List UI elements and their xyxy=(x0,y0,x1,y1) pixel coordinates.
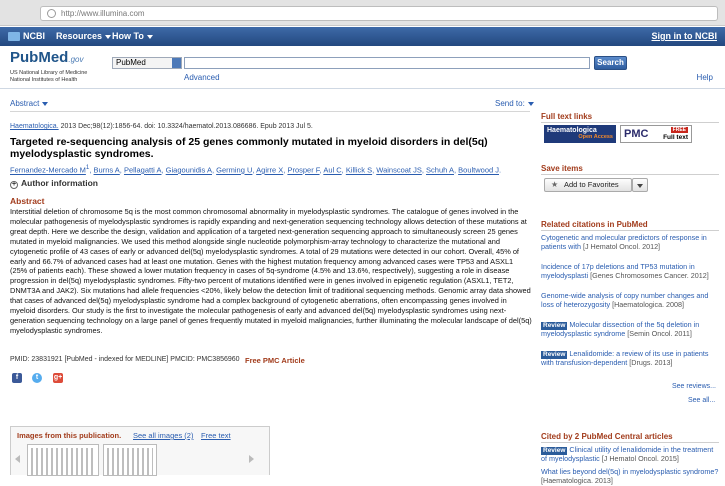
pubmed-wordmark xyxy=(10,49,83,66)
open-access-label: Open Access xyxy=(578,134,613,140)
author-list: Fernandez-Mercado $M^1$, Burns A, Pellagatti A, Giagounidis A, Germing U, Agirre X, Prosper F, Aul C, Killick S, Wainscoat JS, Schuh A, Boultwood J. xyxy=(10,164,502,175)
related-citations-heading: Related citations in PubMed xyxy=(541,220,648,229)
author-link[interactable]: Agirre X xyxy=(256,165,284,175)
cited-by-heading: Cited by 2 PubMed Central articles xyxy=(541,432,673,441)
citation-item[interactable] xyxy=(541,321,721,339)
author-link[interactable]: Fernandez-Mercado M xyxy=(10,165,86,175)
affiliation-marker: 1 xyxy=(85,164,90,171)
advanced-search-link[interactable]: Advanced xyxy=(184,73,220,82)
resources-label: Resources xyxy=(56,31,103,41)
facebook-glyph: f xyxy=(15,374,19,381)
review-badge: Review xyxy=(543,322,566,329)
chevron-down-icon xyxy=(528,102,534,106)
ncbi-logo-icon xyxy=(8,32,20,41)
updown-arrow-icon xyxy=(172,58,181,68)
free-badge: FREE xyxy=(672,127,686,133)
see-reviews-link[interactable]: See reviews... xyxy=(672,383,716,390)
citation-title[interactable]: Incidence of 17p deletions and TP53 mutation in myelodysplasti xyxy=(541,262,695,280)
review-badge: Review xyxy=(543,351,566,358)
twitter-icon[interactable] xyxy=(32,373,42,383)
carousel-left-icon[interactable] xyxy=(15,455,20,463)
googleplus-glyph: g+ xyxy=(53,374,63,381)
author-info-label: Author information xyxy=(21,178,98,188)
citation-line xyxy=(10,123,313,130)
journal-link[interactable]: Haematologica. xyxy=(10,123,59,130)
citation-title[interactable]: Genome-wide analysis of copy number changes and loss of heterozygosity xyxy=(541,291,709,309)
pubmed-logo[interactable] xyxy=(10,49,98,89)
plus-icon: + xyxy=(11,181,17,188)
citation-item[interactable] xyxy=(541,350,721,368)
author-link[interactable]: Pellagatti A xyxy=(123,165,162,175)
chevron-down-icon xyxy=(42,102,48,106)
chevron-down-icon xyxy=(637,184,643,188)
haematologica-label: Haematologica xyxy=(547,127,597,134)
ncbi-logo-text: NCBI xyxy=(23,31,45,41)
images-heading: Images from this publication. xyxy=(17,431,122,440)
citation-title[interactable]: What lies beyond del(5q) in myelodysplastic syndrome? xyxy=(541,467,719,476)
article-title: Targeted re-sequencing analysis of 25 genes commonly mutated in myeloid disorders in del(5q) myelodysplastic syndromes. xyxy=(10,136,488,160)
send-to-label: Send to: xyxy=(495,99,525,108)
author-link[interactable]: Burns A xyxy=(93,165,120,175)
citation-source: [J Hematol Oncol. 2012] xyxy=(582,241,661,251)
sidebar-divider xyxy=(541,174,719,175)
author-info-toggle[interactable] xyxy=(10,178,98,189)
author-link[interactable]: Wainscoat JS xyxy=(376,165,422,175)
figure-thumbnail[interactable] xyxy=(103,444,157,476)
logo-med: Med xyxy=(38,49,69,66)
author-link[interactable]: Aul C xyxy=(323,165,342,175)
citation-title[interactable]: Molecular dissection of the 5q deletion in myelodysplastic syndrome xyxy=(541,320,700,338)
author-link[interactable]: Killick S xyxy=(345,165,373,175)
author-link[interactable]: Prosper F xyxy=(287,165,320,175)
author-link[interactable]: Schuh A xyxy=(426,165,454,175)
citation-title[interactable]: Cytogenetic and molecular predictors of response in patients with xyxy=(541,233,707,251)
free-text-link[interactable]: Free text xyxy=(201,431,231,440)
citation-source: [Haematologica. 2008] xyxy=(610,299,685,309)
abstract-text: Interstitial deletion of chromosome 5q is the most common chromosomal abnormality in myelodysplastic syndromes. The catalogue of genes involved in the molecular pathogenesis of myelodysplastic syndromes is rapidly expanding and next-generation sequencing technology allows detection of these mutations at great depth. Here we describe the design, validation and application of a targeted next-generation sequencing approach to simultaneously screen 25 genes mutated in myeloid malignancies. We used this method alongside single nucleotide polymorphism-array technology to characterize the mutational and cytogenetic profile of 43 cases of early or advanced del(5q) myelodysplastic syndromes. A total of 29 mutations were detected in our cohort. Overall, 45% of early and 66.7% of advanced cases had at least one mutation. Genes with the highest mutation frequency among advanced cases were TP53 and ASXL1 (25% of patients each). These showed a lower mutation frequency in cases of 5q-syndrome (4.5% and 13.6%, respectively), suggesting a role in disease progression in del(5q) myelodysplastic syndromes. Fifty-two percent of mutations identified were in genes involved in epigenetic regulation (ASXL1, TET2, DNMT3A and JAK2). Six mutations had allele frequencies <20%, likely below the detection limit of traditional sequencing methods. Genomic array data showed that cases of advanced del(5q) myelodysplastic syndrome had a complex background of cytogenetic aberrations, often encompassing genes involved in myeloid disorders. Our study is the first to investigate the molecular pathogenesis of early and advanced del(5q) myelodysplastic syndromes using next-generation sequencing technology on a large panel of genes frequently mutated in myeloid malignancies, further illuminating the molecular landscape of del(5q) myelodysplastic syndromes. xyxy=(10,207,532,335)
add-to-favorites-label: Add to Favorites xyxy=(564,180,619,189)
search-input[interactable] xyxy=(184,57,590,69)
citation-source: [Genes Chromosomes Cancer. 2012] xyxy=(588,270,709,280)
citation-item[interactable] xyxy=(541,468,721,486)
nlm-label: US National Library of Medicine xyxy=(10,70,88,76)
thumbnail-image xyxy=(107,448,153,475)
sidebar-divider xyxy=(541,230,719,231)
nih-label: National Institutes of Health xyxy=(10,77,78,83)
citation-item[interactable] xyxy=(541,446,721,464)
see-all-images-link[interactable]: See all images (2) xyxy=(133,431,194,440)
logo-pub: Pub xyxy=(10,49,39,66)
ncbi-logo[interactable] xyxy=(8,31,45,41)
header-divider xyxy=(0,88,725,89)
author-link[interactable]: Giagounidis A xyxy=(165,165,212,175)
review-badge: Review xyxy=(543,447,566,454)
browser-chrome xyxy=(0,0,725,26)
globe-icon xyxy=(47,9,56,18)
citation-source: [Semin Oncol. 2011] xyxy=(625,329,692,338)
database-select[interactable] xyxy=(112,57,182,69)
citation-source: [Haematologica. 2013] xyxy=(541,475,613,485)
images-panel xyxy=(10,426,270,475)
citation-details: 2013 Dec;98(12):1856-64. doi: 10.3324/haematol.2013.086686. Epub 2013 Jul 5. xyxy=(58,123,313,130)
sidebar-divider xyxy=(541,122,719,123)
figure-thumbnail[interactable] xyxy=(27,444,99,476)
database-value: PubMed xyxy=(116,58,146,67)
howto-label: How To xyxy=(112,31,144,41)
pmid-line: PMID: 23831921 [PubMed - indexed for MEDLINE] PMCID: PMC3856960 xyxy=(10,356,240,363)
full-text-label: Full text xyxy=(663,134,688,141)
address-bar[interactable] xyxy=(40,6,718,21)
format-dropdown[interactable] xyxy=(10,99,48,108)
signin-link[interactable]: Sign in to NCBI xyxy=(651,31,717,41)
save-items-heading: Save items xyxy=(541,164,583,173)
author-link[interactable]: Boultwood J xyxy=(458,165,499,175)
send-to-menu[interactable] xyxy=(495,99,534,108)
googleplus-icon[interactable] xyxy=(53,373,63,383)
chevron-down-icon xyxy=(105,35,111,39)
main-divider xyxy=(10,111,530,112)
full-text-heading: Full text links xyxy=(541,112,593,121)
address-text: http://www.illumina.com xyxy=(61,9,145,18)
haematologica-link[interactable] xyxy=(544,125,616,143)
resources-menu[interactable] xyxy=(56,31,111,41)
help-link[interactable]: Help xyxy=(696,73,713,82)
thumbnail-image xyxy=(31,448,95,475)
see-all-link[interactable]: See all... xyxy=(688,397,716,404)
ncbi-header xyxy=(0,27,725,46)
carousel-right-icon[interactable] xyxy=(249,455,254,463)
pmc-full-text-link[interactable] xyxy=(620,125,692,143)
author-link[interactable]: Germing U xyxy=(216,165,253,175)
citation-title[interactable]: Lenalidomide: a review of its use in patients with transfusion-dependent xyxy=(541,349,709,367)
pmc-logo: PMC xyxy=(624,128,649,140)
search-button[interactable]: Search xyxy=(594,56,627,70)
chevron-down-icon xyxy=(147,35,153,39)
citation-item[interactable] xyxy=(541,263,721,281)
format-label: Abstract xyxy=(10,99,40,108)
facebook-icon[interactable] xyxy=(12,373,22,383)
citation-source: [J Hematol Oncol. 2015] xyxy=(599,454,679,463)
howto-menu[interactable] xyxy=(112,31,153,41)
logo-gov: .gov xyxy=(68,55,84,64)
favorites-dropdown-button[interactable] xyxy=(632,178,648,192)
citation-title[interactable]: Clinical utility of lenalidomide in the treatment of myelodysplastic xyxy=(541,445,714,463)
twitter-glyph: t xyxy=(35,374,39,381)
abstract-heading: Abstract xyxy=(10,196,45,206)
citation-item[interactable] xyxy=(541,292,721,310)
add-to-favorites-button[interactable] xyxy=(544,178,632,192)
citation-item[interactable] xyxy=(541,234,721,252)
citation-source: [Drugs. 2013] xyxy=(627,358,673,367)
star-icon: ★ xyxy=(551,180,559,189)
free-pmc-link[interactable]: Free PMC Article xyxy=(245,356,305,365)
sidebar-divider xyxy=(541,442,719,443)
